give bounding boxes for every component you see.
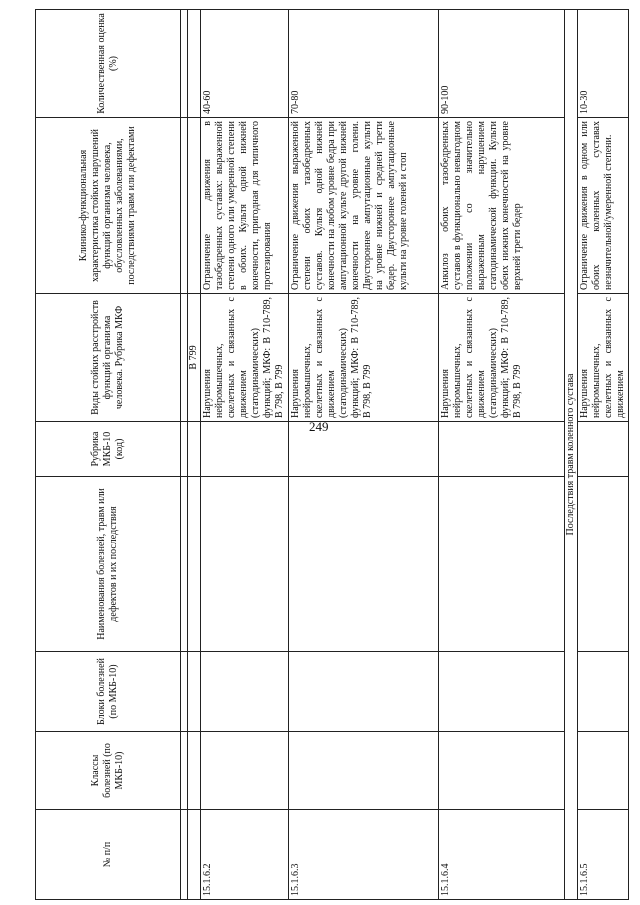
table-row xyxy=(289,10,439,900)
row-type: Нарушения нейромышечных, скелетных и связанных с движением (статодинамических) функций; МКФ: B 710-789, B 798, B 799 xyxy=(289,294,439,422)
column-number-row xyxy=(181,10,188,900)
table-header xyxy=(36,10,181,900)
header-score: Количественная оценка (%) xyxy=(36,10,181,118)
row-characteristic: Анкилоз обоих тазобедренных суставов в функционально невыгодном положении со значительно выраженным нарушением статодинамической функции. Культи обеих нижних конечностей на уровне верхней трети бедер xyxy=(439,118,565,294)
section-title: Последствия травм коленного сустава xyxy=(565,10,578,900)
table-row xyxy=(201,10,289,900)
row-num: 15.1.6.3 xyxy=(289,810,439,900)
header-block: Блоки болезней (по МКБ-10) xyxy=(36,652,181,732)
row-characteristic: Ограничение движения в одном или обоих коленных суставах незначительной/умеренной степени. xyxy=(578,118,629,294)
header-char: Клинико-функциональная характеристика стойких нарушений функций организма человека, обусловленных заболеваниями, последствиями травм или дефектами xyxy=(36,118,181,294)
row-num: 15.1.6.2 xyxy=(201,810,289,900)
section-row xyxy=(565,10,578,900)
top-continuation-row xyxy=(188,10,201,900)
row-characteristic: Ограничение движения выраженной степени обоих тазобедренных суставов. Культя одной нижней конечности на любом уровне бедра при ампутационной культе другой нижней конечности на уровне голени. Двустороннее ампутационные культи на уровне нижней и средней трети бедер. Двустороннее ампутационные культи на уровне голеней и стоп xyxy=(289,118,439,294)
table-row xyxy=(578,10,629,900)
row-score: 90-100 xyxy=(439,10,565,118)
header-type: Виды стойких расстройств функций организма человека. Рубрика МКФ xyxy=(36,294,181,422)
row-num: 15.1.6.5 xyxy=(578,810,629,900)
row-type: Нарушения нейромышечных, скелетных и связанных с движением (статодинамических) функций; МКФ: B 710-789, B 798, B 799 xyxy=(201,294,289,422)
row-score: 70-80 xyxy=(289,10,439,118)
row-score: 40-60 xyxy=(201,10,289,118)
row-characteristic: Ограничение движения в тазобедренных суставах: выраженной степени одного или умеренной степени в обоих. Культя одной нижней конечности, пригодная для типичного протезирования xyxy=(201,118,289,294)
rotated-page xyxy=(0,5,626,900)
header-num: № п/п xyxy=(36,810,181,900)
header-name: Наименования болезней, травм или дефектов и их последствия xyxy=(36,477,181,652)
table-row xyxy=(439,10,565,900)
disability-table xyxy=(35,9,629,900)
row-type: Нарушения нейромышечных, скелетных и связанных с движением (статодинамических) функций; МКФ: B 710-789, B 798, B 799 xyxy=(439,294,565,422)
header-class: Классы болезней (по МКБ-10) xyxy=(36,732,181,810)
header-code: Рубрика МКБ-10 (код) xyxy=(36,422,181,477)
row-1-type-top: B 799 xyxy=(188,294,201,422)
page-number: 249 xyxy=(309,419,329,434)
row-score: 10-30 xyxy=(578,10,629,118)
row-type: Нарушения нейромышечных, скелетных и связанных с движением xyxy=(578,294,629,422)
row-num: 15.1.6.4 xyxy=(439,810,565,900)
